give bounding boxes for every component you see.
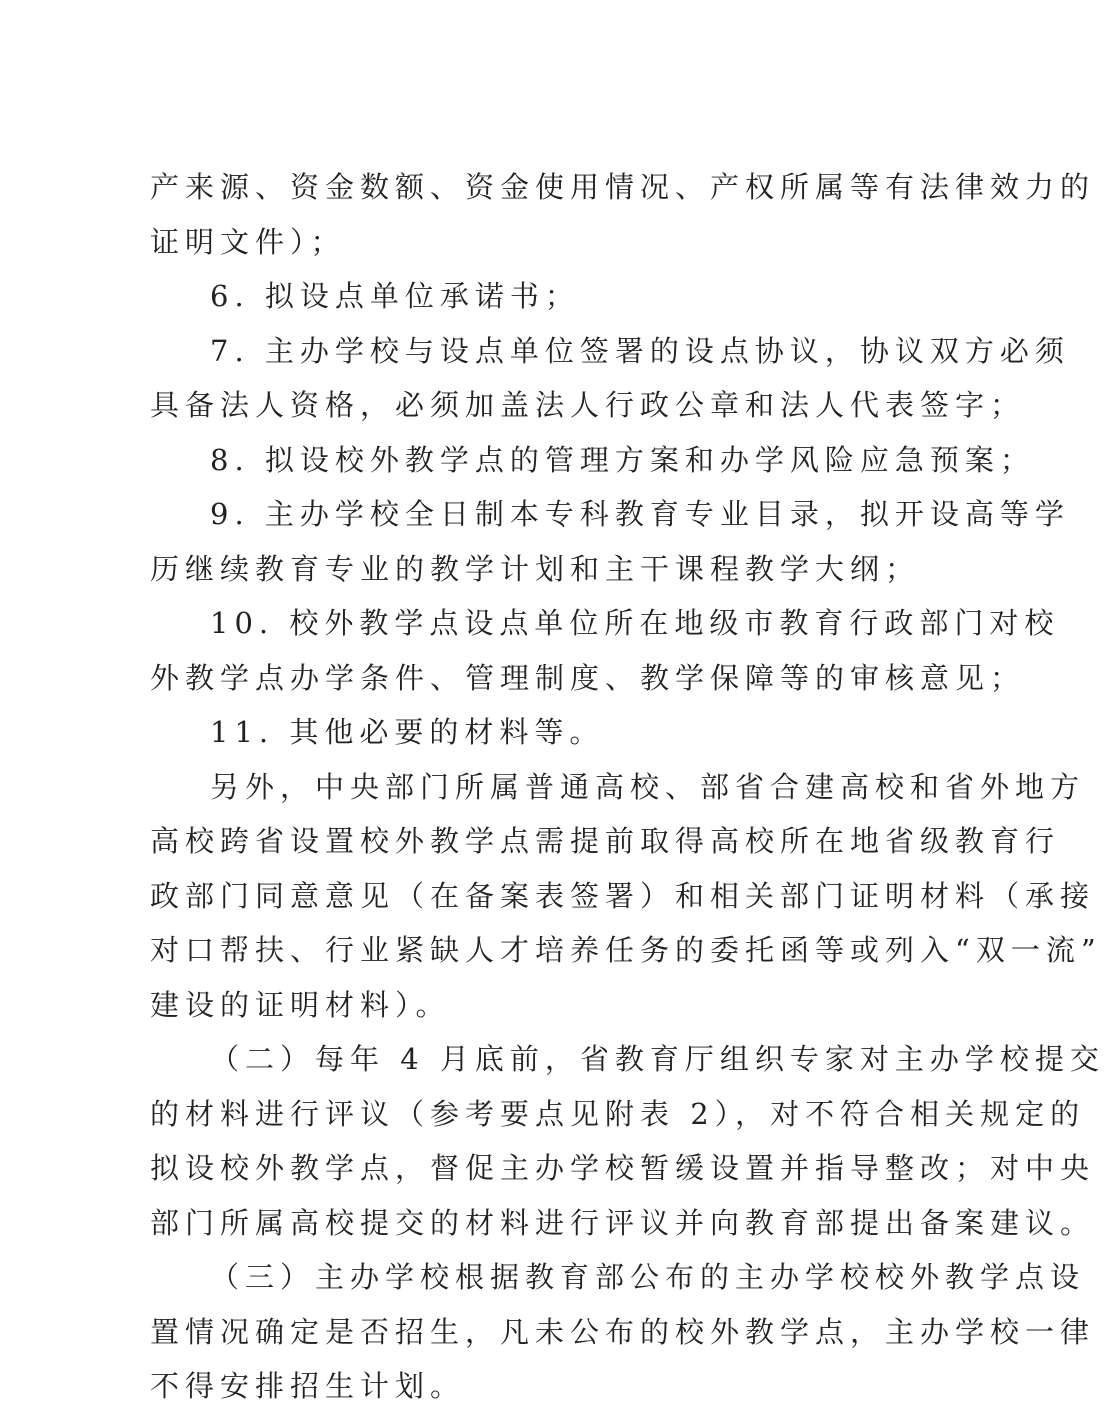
text-line: 置情况确定是否招生，凡未公布的校外教学点，主办学校一律 xyxy=(150,1314,1096,1349)
text-line: （二）每年 4 月底前，省教育厅组织专家对主办学校提交 xyxy=(210,1042,1105,1076)
text-line: 11. 其他必要的材料等。 xyxy=(210,715,605,749)
text-line: 8. 拟设校外教学点的管理方案和办学风险应急预案； xyxy=(210,442,1035,477)
text-line: 对口帮扶、行业紧缺人才培养任务的委托函等或列入“双一流” xyxy=(150,933,1102,967)
text-line: 的材料进行评议（参考要点见附表 2），对不符合相关规定的 xyxy=(150,1096,1086,1131)
text-line: 高校跨省设置校外教学点需提前取得高校所在地省级教育行 xyxy=(150,824,1061,858)
text-line: 具备法人资格，必须加盖法人行政公章和法人代表签字； xyxy=(150,388,1026,422)
text-line: 外教学点办学条件、管理制度、教学保障等的审核意见； xyxy=(150,660,1026,695)
text-line: 历继续教育专业的教学计划和主干课程教学大纲； xyxy=(150,551,921,586)
text-line: 7. 主办学校与设点单位签署的设点协议，协议双方必须 xyxy=(210,333,1070,368)
text-line: 产来源、资金数额、资金使用情况、产权所属等有法律效力的 xyxy=(150,170,1096,204)
text-line: （三）主办学校根据教育部公布的主办学校校外教学点设 xyxy=(210,1260,1086,1294)
text-line: 政部门同意意见（在备案表签署）和相关部门证明材料（承接 xyxy=(150,878,1096,913)
text-line: 拟设校外教学点，督促主办学校暂缓设置并指导整改；对中央 xyxy=(150,1151,1096,1185)
text-line: 6. 拟设点单位承诺书； xyxy=(210,279,580,313)
document-body xyxy=(150,160,1105,1414)
text-line: 部门所属高校提交的材料进行评议并向教育部提出备案建议。 xyxy=(150,1205,1096,1240)
text-line: 建设的证明材料）。 xyxy=(150,987,451,1022)
text-line: 另外，中央部门所属普通高校、部省合建高校和省外地方 xyxy=(210,769,1086,804)
text-line: 不得安排招生计划。 xyxy=(150,1369,466,1403)
text-line: 10. 校外教学点设点单位所在地级市教育行政部门对校 xyxy=(210,606,1060,640)
text-line: 9. 主办学校全日制本专科教育专业目录，拟开设高等学 xyxy=(210,497,1070,531)
text-line: 证明文件）； xyxy=(150,224,346,259)
